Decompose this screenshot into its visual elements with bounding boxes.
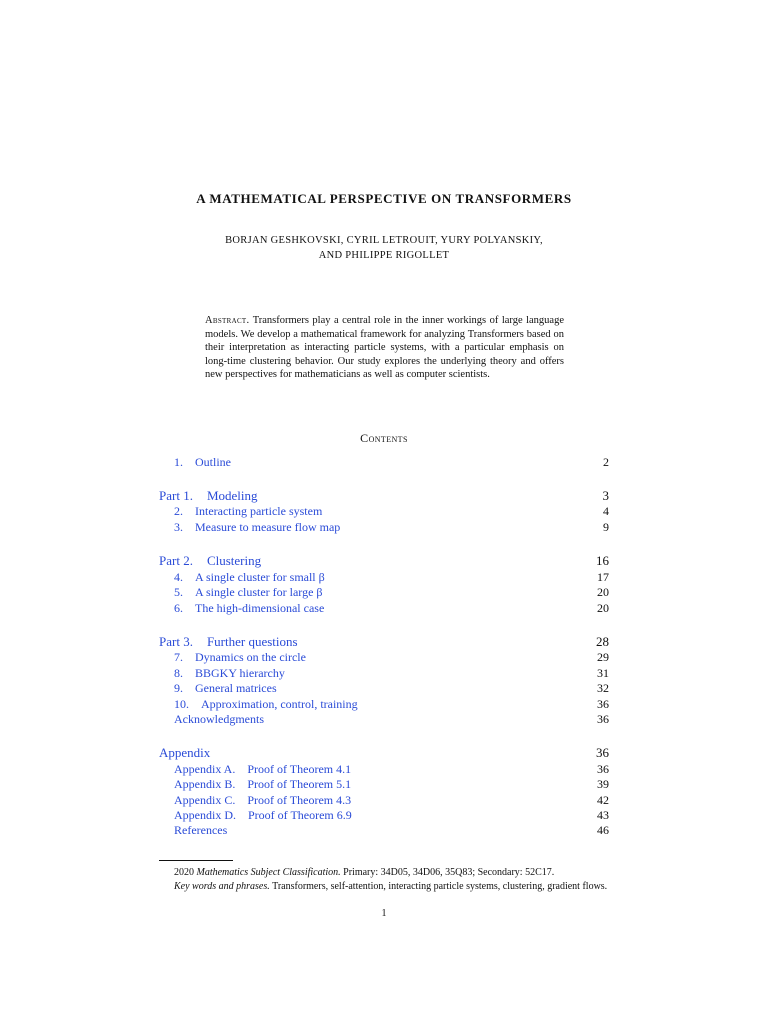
toc-link[interactable]: 4. A single cluster for small β <box>174 570 325 584</box>
toc-link[interactable]: 9. General matrices <box>174 681 277 695</box>
toc-page-number: 20 <box>597 601 609 615</box>
toc-entry[interactable] <box>159 454 609 470</box>
footnotes <box>159 866 609 893</box>
toc-link[interactable]: Part 2. Clustering <box>159 553 262 568</box>
toc-page-number: 4 <box>603 504 609 518</box>
toc-entry[interactable] <box>159 569 609 585</box>
toc-link[interactable]: Part 3. Further questions <box>159 634 298 649</box>
keywords-footnote: Key words and phrases. Transformers, self-attention, interacting particle systems, clustering, gradient flows. <box>174 880 608 892</box>
page-number: 1 <box>381 908 387 919</box>
toc-page-number: 31 <box>597 666 609 680</box>
toc-entry[interactable] <box>159 822 609 838</box>
toc-page-number: 3 <box>602 488 609 503</box>
toc-page-number: 36 <box>596 745 609 760</box>
msc-footnote: 2020 Mathematics Subject Classification. Primary: 34D05, 34D06, 35Q83; Secondary: 52C17. <box>174 867 555 878</box>
toc-entry[interactable] <box>159 665 609 681</box>
toc-link[interactable]: Appendix B. Proof of Theorem 5.1 <box>174 777 352 791</box>
toc-page-number: 36 <box>597 697 609 711</box>
toc-part[interactable] <box>159 634 609 650</box>
toc-link[interactable]: Appendix C. Proof of Theorem 4.3 <box>174 793 352 807</box>
toc-link[interactable]: 1. Outline <box>174 455 231 469</box>
toc-entry[interactable] <box>159 600 609 616</box>
authors-line-2: AND PHILIPPE RIGOLLET <box>318 250 450 261</box>
toc-link[interactable]: 2. Interacting particle system <box>174 504 323 518</box>
toc-link[interactable]: Appendix D. Proof of Theorem 6.9 <box>174 808 352 822</box>
toc-page-number: 39 <box>597 777 609 791</box>
contents-heading: Contents <box>360 431 408 445</box>
toc-page-number: 9 <box>603 520 609 534</box>
toc-page-number: 20 <box>597 585 609 599</box>
toc-link[interactable]: References <box>174 823 228 837</box>
toc-page-number: 17 <box>597 570 609 584</box>
toc-entry[interactable] <box>159 711 609 727</box>
toc-page-number: 36 <box>597 762 609 776</box>
toc-page-number: 28 <box>596 634 609 649</box>
toc-page-number: 42 <box>597 793 609 807</box>
toc-entry[interactable] <box>159 584 609 600</box>
authors-line-1: BORJAN GESHKOVSKI, CYRIL LETROUIT, YURY POLYANSKIY, <box>225 235 543 246</box>
toc-link[interactable]: Acknowledgments <box>174 712 264 726</box>
toc-page-number: 29 <box>597 650 609 664</box>
toc-part[interactable] <box>159 553 609 569</box>
toc-entry[interactable] <box>159 792 609 808</box>
toc-link[interactable]: Part 1. Modeling <box>159 488 258 503</box>
toc-entry[interactable] <box>159 680 609 696</box>
toc-link[interactable]: 8. BBGKY hierarchy <box>174 666 285 680</box>
toc-link[interactable]: 3. Measure to measure flow map <box>174 520 341 534</box>
toc-part[interactable] <box>159 745 609 761</box>
toc-page-number: 43 <box>597 808 609 822</box>
toc-part[interactable] <box>159 488 609 504</box>
toc-entry[interactable] <box>159 519 609 535</box>
toc-entry[interactable] <box>159 776 609 792</box>
toc-link[interactable]: 5. A single cluster for large β <box>174 585 323 599</box>
abstract <box>205 314 564 382</box>
toc-page-number: 36 <box>597 712 609 726</box>
paper-title: A MATHEMATICAL PERSPECTIVE ON TRANSFORMERS <box>196 191 572 206</box>
toc-link[interactable]: Appendix A. Proof of Theorem 4.1 <box>174 762 352 776</box>
toc-page-number: 32 <box>597 681 609 695</box>
author-list <box>0 233 768 263</box>
toc-link[interactable]: 6. The high-dimensional case <box>174 601 325 615</box>
toc-page-number: 46 <box>597 823 609 837</box>
toc-link[interactable]: 10. Approximation, control, training <box>174 697 358 711</box>
footnote-rule <box>159 860 233 861</box>
toc-entry[interactable] <box>159 649 609 665</box>
abstract-text: Transformers play a central role in the inner workings of large language models. We develop a mathematical framework for analyzing Transformers based on their interpretation as interacting particle systems, with a particular emphasis on long-time clustering behavior. Our study explores the underlying theory and offers new perspectives for mathematicians as well as computer scientists. <box>205 315 564 381</box>
toc-link[interactable]: Appendix <box>159 745 211 760</box>
toc-page-number: 16 <box>596 553 609 568</box>
toc-link[interactable]: 7. Dynamics on the circle <box>174 650 306 664</box>
toc-entry[interactable] <box>159 503 609 519</box>
toc-entry[interactable] <box>159 761 609 777</box>
toc-entry[interactable] <box>159 696 609 712</box>
toc-entry[interactable] <box>159 807 609 823</box>
abstract-label: Abstract. <box>205 315 250 326</box>
toc-page-number: 2 <box>603 455 609 469</box>
